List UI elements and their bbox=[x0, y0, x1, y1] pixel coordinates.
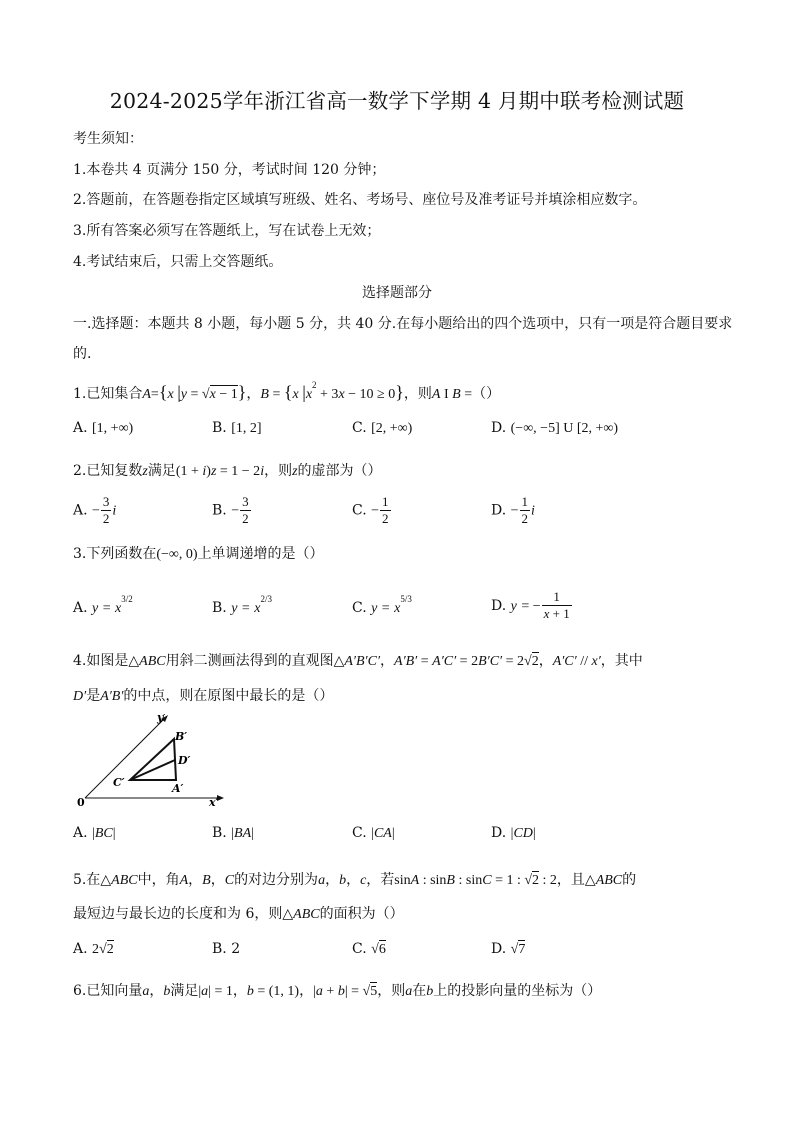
q2-mid: 满足 bbox=[147, 463, 176, 479]
notice-item-2: 2.答题前，在答题卷指定区域填写班级、姓名、考场号、座位号及准考证号并填涂相应数字。 bbox=[73, 192, 647, 208]
q1-mid: ， bbox=[246, 386, 261, 402]
section-title: 选择题部分 bbox=[362, 285, 432, 301]
label-y: y′ bbox=[157, 714, 167, 724]
question-6: 6.已知向量a，b满足|a| = 1，b = (1, 1)，|a + b| = √5，则a在b上的投影向量的坐标为（） bbox=[73, 983, 602, 999]
oblique-figure bbox=[73, 714, 233, 810]
q2-option-d: D. − $\frac{1}{2}$ i bbox=[491, 494, 535, 526]
notice-heading: 考生须知： bbox=[73, 131, 143, 147]
question-5-line1: 5.在△ABC中，角A，B，C的对边分别为a，b，c，若sinA : sinB : sinC = 1 : √2 : 2，且△ABC的 bbox=[73, 872, 637, 888]
q1-option-d: D. (−∞, −5] U [2, +∞) bbox=[491, 420, 619, 436]
question-2: 2.已知复数z满足(1 + i)z = 1 − 2i，则z的虚部为（） bbox=[73, 463, 382, 479]
q1-set-a-def: ={x |y = √x − 1} bbox=[150, 382, 247, 402]
q2-option-c: C. − $\frac{1}{2}$ bbox=[352, 494, 389, 526]
part1-intro-line1: 一.选择题：本题共 8 小题，每小题 5 分，共 40 分.在每小题给出的四个选项中，只有一项是符合题目要求 bbox=[73, 316, 733, 332]
q4-option-d: D. |CD| bbox=[491, 825, 536, 841]
q1-blank: （） bbox=[472, 386, 501, 402]
q3-prefix: 3.下列函数在 bbox=[73, 546, 157, 562]
page-title: 2024-2025学年浙江省高一数学下学期 4 月期中联考检测试题 bbox=[109, 89, 685, 113]
notice-item-1: 1.本卷共 4 页满分 150 分，考试时间 120 分钟； bbox=[73, 162, 386, 178]
q3-option-b: B. $y = x^{2/3}$ bbox=[212, 594, 272, 616]
q1-option-c: C. [2, +∞) bbox=[352, 420, 413, 436]
label-a: A′ bbox=[172, 782, 184, 795]
q4-option-b: B. |BA| bbox=[212, 825, 254, 841]
question-4-line1: 4.如图是△ABC用斜二测画法得到的直观图△A′B′C′，A′B′ = A′C′ = 2B′C′ = 2√2，A′C′ // x′，其中 bbox=[73, 653, 643, 669]
q4-option-a: A. |BC| bbox=[73, 825, 116, 841]
q3-option-d: D. y = − $\frac{1}{x + 1}$ bbox=[491, 589, 570, 621]
question-3: 3.下列函数在(−∞, 0)上单调递增的是（） bbox=[73, 546, 324, 562]
segment-c-d bbox=[130, 760, 175, 780]
q3-option-c: C. $y = x^{5/3}$ bbox=[352, 594, 412, 616]
label-d: D′ bbox=[178, 754, 191, 767]
q2-option-b: B. − $\frac{3}{2}$ bbox=[212, 494, 249, 526]
q5-option-d: D. √7 bbox=[491, 941, 526, 957]
part1-intro-line2: 的. bbox=[73, 346, 92, 362]
q1-end: ，则 bbox=[403, 386, 432, 402]
label-x: x′ bbox=[209, 796, 219, 809]
question-4-line2: D′是A′B′的中点，则在原图中最长的是（） bbox=[73, 688, 334, 704]
q1-set-b: B = {x $|x^2 + 3x - 10 \ge 0$} bbox=[260, 380, 404, 402]
triangle-abc-prime bbox=[130, 739, 176, 780]
q1-set-a: A bbox=[142, 387, 151, 402]
q1-expr: A I B = bbox=[431, 387, 473, 402]
question-5-line2: 最短边与最长边的长度和为 6，则△ABC的面积为（） bbox=[73, 906, 404, 922]
q4-option-c: C. |CA| bbox=[352, 825, 395, 841]
label-b: B′ bbox=[175, 730, 188, 743]
q2-prefix: 2.已知复数 bbox=[73, 463, 143, 479]
notice-item-3: 3.所有答案必须写在答题纸上，写在试卷上无效； bbox=[73, 223, 381, 239]
label-origin: 0 bbox=[77, 796, 85, 809]
notice-item-4: 4.考试结束后，只需上交答题纸。 bbox=[73, 254, 283, 270]
q2-tail: 的虚部为（） bbox=[297, 463, 382, 479]
q5-option-b: B. 2 bbox=[212, 941, 241, 957]
q3-tail: 上单调递增的是（） bbox=[197, 546, 324, 562]
label-c: C′ bbox=[113, 776, 125, 789]
q3-option-a: A. $y = x^{3/2}$ bbox=[73, 594, 133, 616]
q1-prefix: 1.已知集合 bbox=[73, 386, 143, 402]
q1-option-b: B. [1, 2] bbox=[212, 420, 262, 436]
q2-option-a: A. − $\frac{3}{2}$ i bbox=[73, 494, 117, 526]
q5-option-a: A. 2√2 bbox=[73, 941, 114, 957]
question-1 bbox=[73, 375, 500, 405]
q1-option-a: A. [1, +∞) bbox=[73, 420, 134, 436]
q2-end: ，则 bbox=[264, 463, 293, 479]
q5-option-c: C. √6 bbox=[352, 941, 386, 957]
